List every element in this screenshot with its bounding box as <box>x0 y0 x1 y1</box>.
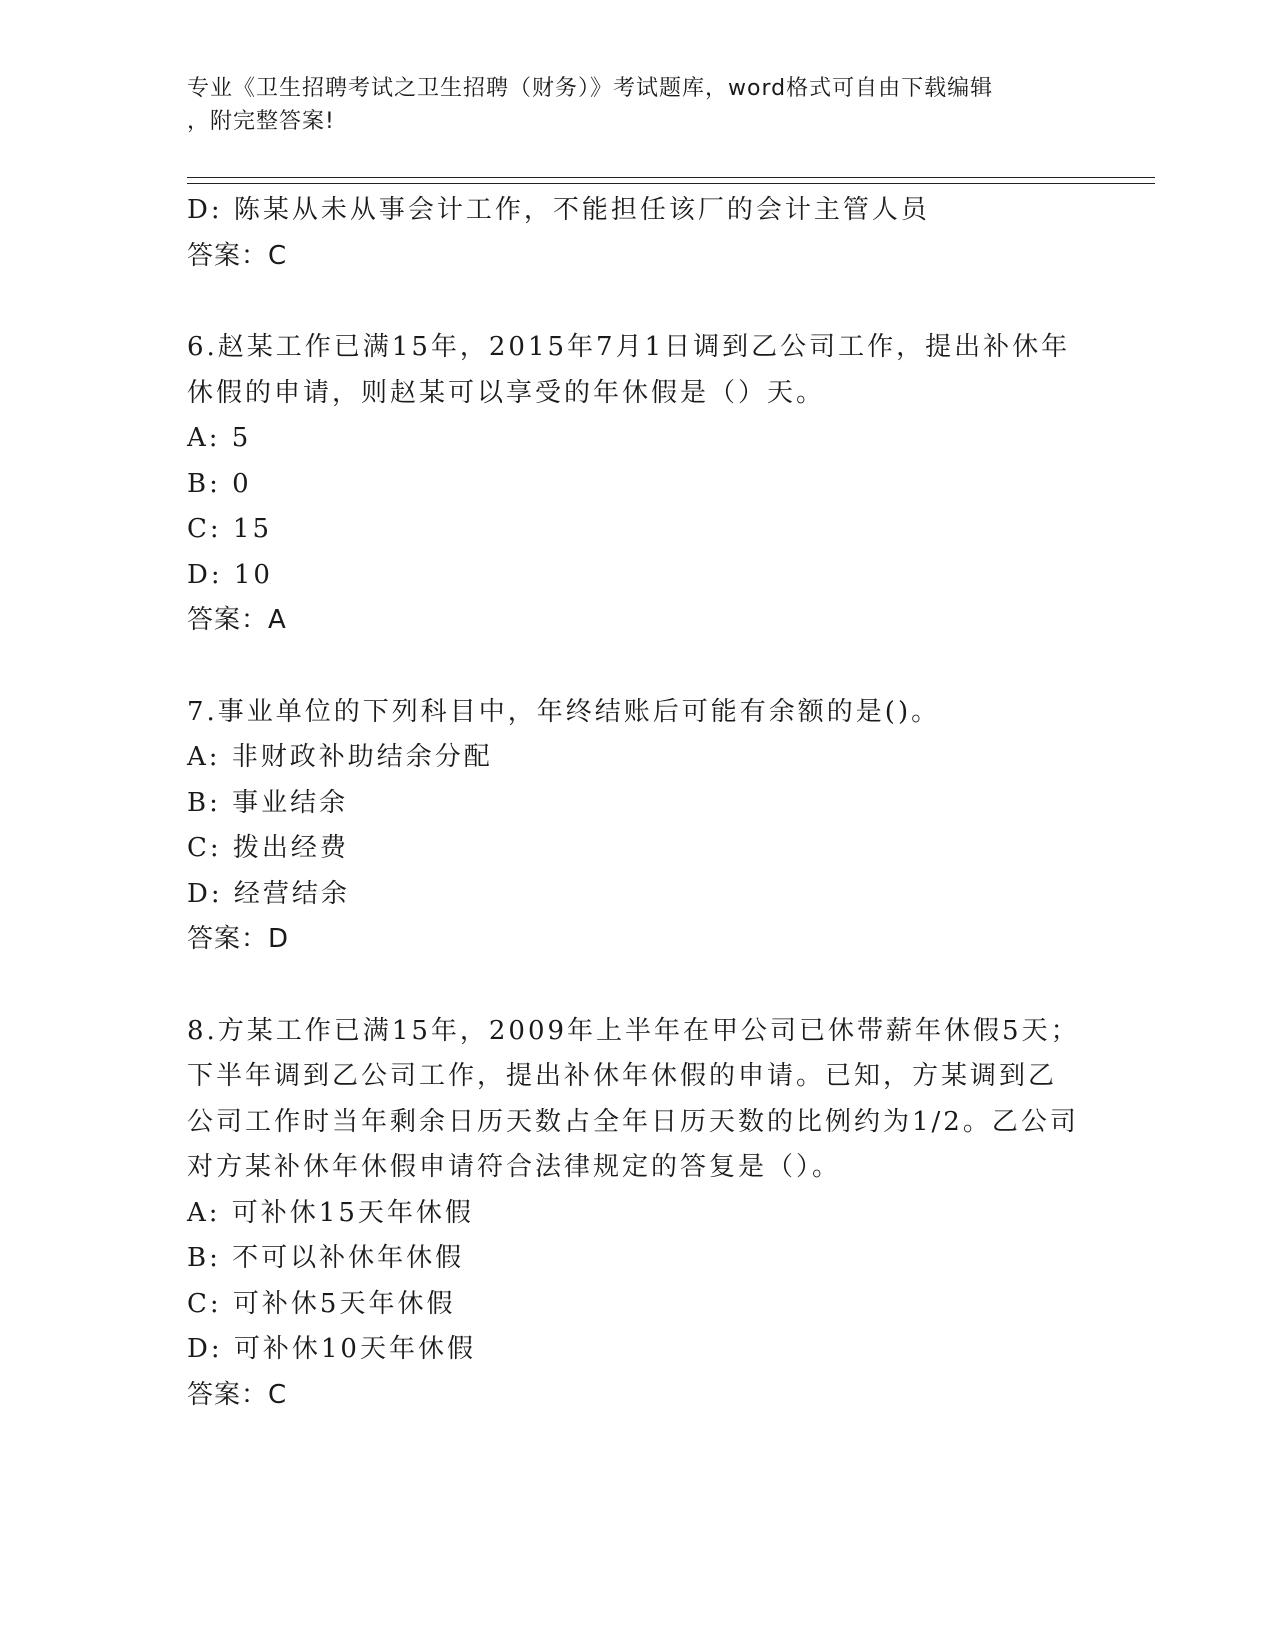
spacer <box>187 279 1087 325</box>
question-text: 对方某补休年休假申请符合法律规定的答复是（）。 <box>187 1152 842 1182</box>
question-text: 7.事业单位的下列科目中，年终结账后可能有余额的是()。 <box>187 696 941 727</box>
option-b: B: 不可以补休年休假 <box>187 1243 465 1273</box>
header-line-1: 专业《卫生招聘考试之卫生招聘（财务）》考试题库，word格式可自由下载编辑 <box>187 76 994 101</box>
answer: 答案：A <box>187 605 287 635</box>
answer: 答案：D <box>187 924 290 954</box>
document-body <box>187 188 1087 1418</box>
option-b: B: 事业结余 <box>187 787 349 818</box>
question-text: 8.方某工作已满15年，2009年上半年在甲公司已休带薪年休假5天； <box>187 1015 1080 1046</box>
option-c: C: 15 <box>187 514 273 544</box>
spacer <box>187 963 1087 1009</box>
question-text: 下半年调到乙公司工作，提出补休年休假的申请。已知，方某调到乙 <box>187 1061 1058 1091</box>
option-d: D: 经营结余 <box>187 878 350 909</box>
answer: 答案：C <box>187 240 288 271</box>
document-header <box>187 72 1087 138</box>
question-text: 6.赵某工作已满15年，2015年7月1日调到乙公司工作，提出补休年 <box>187 332 1071 362</box>
option-a: A: 非财政补助结余分配 <box>187 742 493 772</box>
header-rule-bottom <box>187 183 1155 184</box>
question-text: 休假的申请，则赵某可以享受的年休假是（）天。 <box>187 377 826 408</box>
header-line-2: ，附完整答案! <box>187 109 335 134</box>
answer: 答案：C <box>187 1379 288 1410</box>
option-d: D: 10 <box>187 559 273 590</box>
option-b: B: 0 <box>187 468 252 499</box>
option-a: A: 5 <box>187 423 252 453</box>
question-6 <box>187 325 1087 644</box>
spacer <box>187 644 1087 690</box>
header-rule-top <box>187 177 1155 178</box>
option-d: D: 陈某从未从事会计工作，不能担任该厂的会计主管人员 <box>187 195 930 225</box>
question-8 <box>187 1009 1087 1419</box>
question-7 <box>187 690 1087 963</box>
question-5-tail <box>187 188 1087 279</box>
option-d: D: 可补休10天年休假 <box>187 1334 476 1364</box>
option-c: C: 可补休5天年休假 <box>187 1288 456 1319</box>
option-c: C: 拨出经费 <box>187 833 349 863</box>
option-a: A: 可补休15天年休假 <box>187 1197 474 1228</box>
question-text: 公司工作时当年剩余日历天数占全年日历天数的比例约为1/2。乙公司 <box>187 1106 1079 1137</box>
